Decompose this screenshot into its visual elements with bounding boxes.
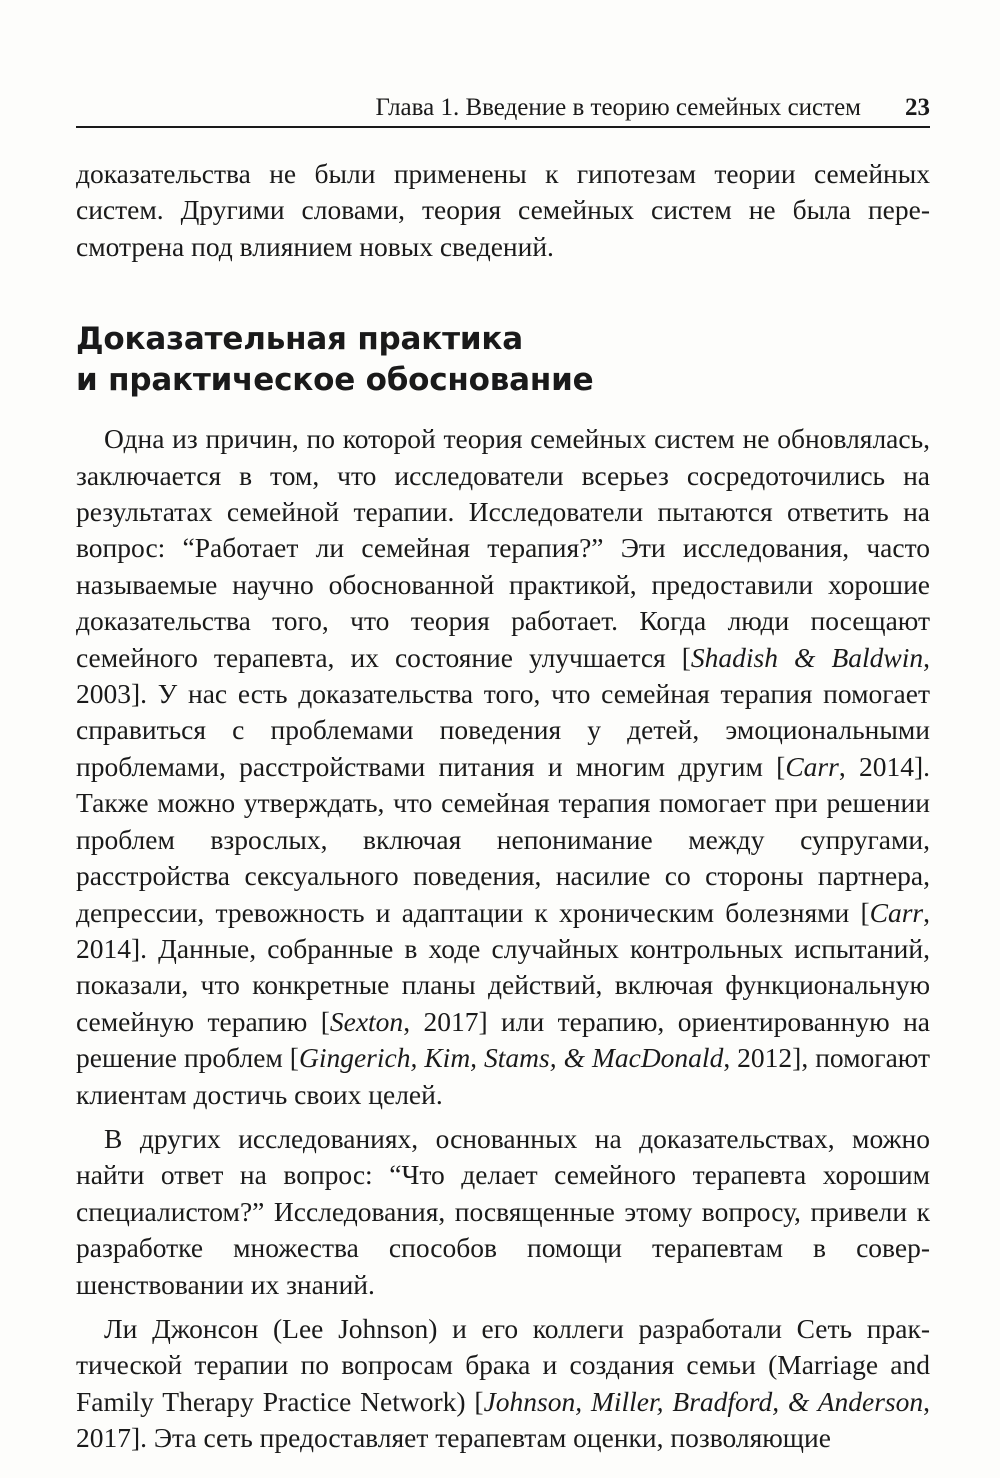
section-heading-line-1: Доказательная практика bbox=[76, 321, 523, 358]
citation: Shadish & Baldwin bbox=[690, 641, 924, 673]
citation: Johnson, Miller, Bradford, & Anderson bbox=[483, 1385, 924, 1417]
chapter-title: Глава 1. Введение в теорию семейных систем bbox=[375, 94, 861, 121]
running-head bbox=[76, 88, 930, 128]
paragraph-text: Ли Джонсон (Lee Johnson) и его коллеги разработали Сеть практической терапии по вопросам брака и создания семьи (Marriage and Family Therapy Practice Network) [ bbox=[76, 1312, 930, 1417]
citation: Gingerich, Kim, Stams, & MacDonald bbox=[298, 1042, 724, 1074]
paragraph-text: , 2014]. Также можно утверждать, что семейная терапия помогает при решении проблем взрослых, включая непонимание между супругами, расстройства сексуального поведения, насилие со стороны партнера, депрессии, тревожность и адаптации к хроническим болезнями [ bbox=[76, 750, 930, 928]
paragraph-text: , 2017] или терапию, ориентированную на решение проблем [ bbox=[76, 1005, 930, 1074]
section-heading-line-2: и практическое обоснование bbox=[76, 362, 594, 399]
paragraph-text: , 2012], помогают клиентам достичь своих целей. bbox=[76, 1042, 930, 1110]
citation: Sexton bbox=[329, 1005, 404, 1037]
body-text bbox=[76, 156, 930, 1457]
paragraph-good-therapist: В других исследованиях, основанных на доказательствах, можно найти ответ на вопрос: “Что делает семейного терапевта хорошим специалистом?” Исследования, посвященные этому вопросу, привели к разработке множества способов помощи терапевтам в совершенствовании их знаний. bbox=[76, 1122, 930, 1300]
citation: Carr bbox=[869, 896, 924, 928]
paragraph-text: , 2017]. Эта сеть предоставляет терапевтам оценки, позволяющие bbox=[76, 1385, 930, 1454]
paragraph-text: Одна из причин, по которой теория семейных систем не обновлялась, заключается в том, что исследователи всерьез сосредоточились на результатах семейной терапии. Исследователи пытаются ответить на вопрос: “Работает ли семейная терапия?” Эти исследования, часто называемые научно обоснованной практикой, предоставили хорошие доказательства того, что теория работает. Когда люди посещают семейного терапевта, их состояние улучшается [ bbox=[76, 423, 930, 673]
paragraph-practice-network bbox=[76, 1311, 930, 1457]
page-number: 23 bbox=[905, 94, 930, 121]
paragraph-text: , 2003]. У нас есть доказательства того, что семейная терапия помогает справиться с проблемами поведения у детей, эмоциональными проблемами, расстройствами питания и многим другим [ bbox=[76, 641, 930, 782]
paragraph-text: , 2014]. Данные, собранные в ходе случайных контрольных испытаний, показали, что конкретные планы действий, включая функциональную семейную терапию [ bbox=[76, 896, 930, 1037]
section-heading bbox=[76, 319, 930, 401]
paragraph-evidence-based-practice bbox=[76, 421, 930, 1113]
intro-paragraph: доказательства не были применены к гипотезам теории семейных систем. Другими словами, теория семейных систем не была пересмотрена под влиянием новых сведений. bbox=[76, 158, 930, 262]
citation: Carr bbox=[785, 750, 839, 782]
